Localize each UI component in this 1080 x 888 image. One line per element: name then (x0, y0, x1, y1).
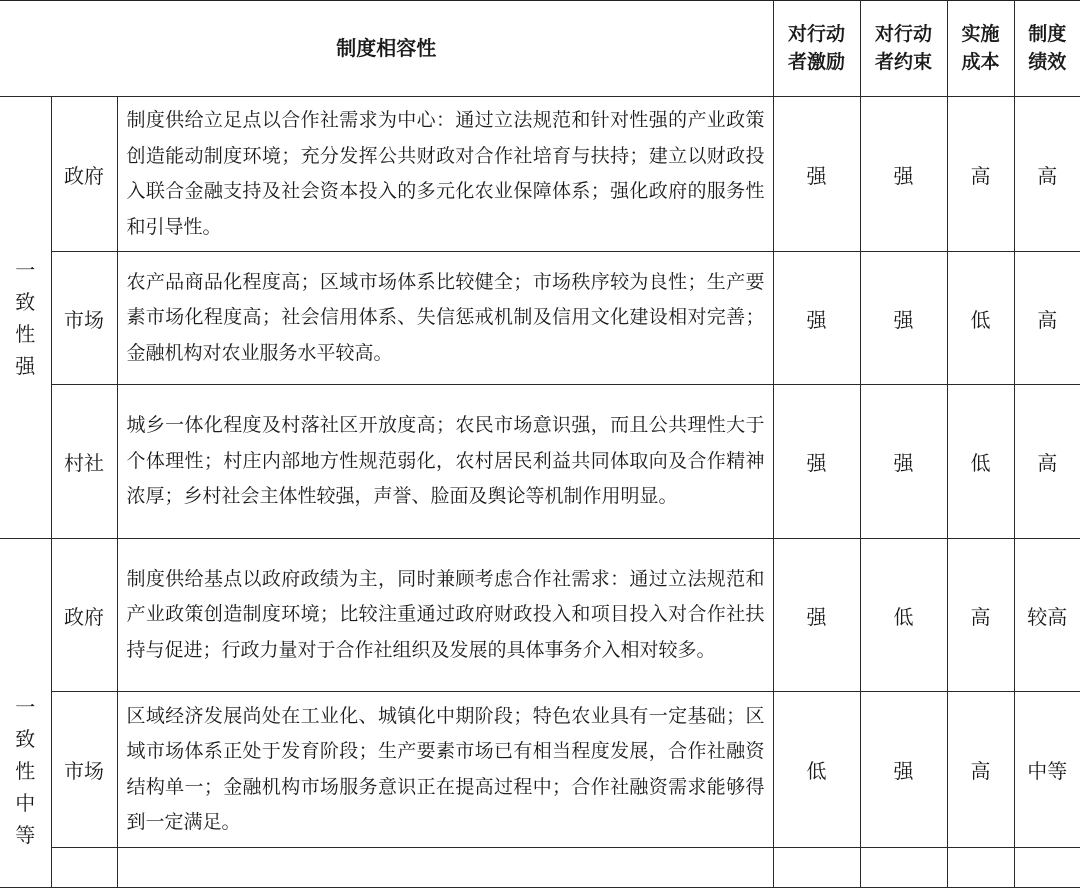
header-institutional-performance: 制度 绩效 (1014, 1, 1080, 97)
constraint-cell: 强 (860, 692, 947, 848)
incentive-cell: 强 (773, 252, 860, 385)
table-row (0, 385, 1080, 539)
table-row (0, 252, 1080, 385)
cost-cell: 高 (947, 539, 1014, 692)
cost-cell: 高 (947, 97, 1014, 252)
incentive-cell: 低 (773, 692, 860, 848)
incentive-cell: 强 (773, 385, 860, 539)
performance-cell: 高 (1014, 385, 1080, 539)
incentive-cell: 强 (773, 539, 860, 692)
description-cell: 制度供给基点以政府政绩为主，同时兼顾考虑合作社需求：通过立法规范和产业政策创造制度环境；比较注重通过政府财政投入和项目投入对合作社扶持与促进；行政力量对于合作社组织及发展的具体事务介入相对较多。 (117, 539, 773, 692)
actor-cell: 政府 (51, 97, 117, 252)
description-cell: 区域经济发展尚处在工业化、城镇化中期阶段；特色农业具有一定基础；区域市场体系正处于发育阶段；生产要素市场已有相当程度发展，合作社融资结构单一；金融机构市场服务意识正在提高过程中；合作社融资需求能够得到一定满足。 (117, 692, 773, 848)
performance-cell: 较高 (1014, 539, 1080, 692)
table-row (0, 692, 1080, 848)
performance-cell: 高 (1014, 97, 1080, 252)
incentive-cell: 强 (773, 97, 860, 252)
description-cell: 农产品商品化程度高；区域市场体系比较健全；市场秩序较为良性；生产要素市场化程度高；社会信用体系、失信惩戒机制及信用文化建设相对完善；金融机构对农业服务水平较高。 (117, 252, 773, 385)
cost-cell: 高 (947, 692, 1014, 848)
header-institutional-compatibility: 制度相容性 (0, 1, 773, 97)
group-label-medium: 一 致 性 中 等 (0, 539, 51, 888)
table-row (0, 97, 1080, 252)
actor-cell: 村社 (51, 385, 117, 539)
description-cell: 城乡一体化程度及村落社区开放度高；农民市场意识强，而且公共理性大于个体理性；村庄内部地方性规范弱化，农村居民利益共同体取向及合作精神浓厚；乡村社会主体性较强，声誉、脸面及舆论等机制作用明显。 (117, 385, 773, 539)
table-row (0, 539, 1080, 692)
description-cell: 制度供给立足点以合作社需求为中心：通过立法规范和针对性强的产业政策创造能动制度环境；充分发挥公共财政对合作社培育与扶持；建立以财政投入联合金融支持及社会资本投入的多元化农业保障体系；强化政府的服务性和引导性。 (117, 97, 773, 252)
performance-cell: 高 (1014, 252, 1080, 385)
actor-cell: 市场 (51, 252, 117, 385)
cost-cell: 低 (947, 385, 1014, 539)
group-label-strong: 一 致 性 强 (0, 97, 51, 539)
constraint-cell: 强 (860, 385, 947, 539)
header-actor-incentive: 对行动 者激励 (773, 1, 860, 97)
table-row-partial (0, 848, 1080, 888)
header-row (0, 1, 1080, 97)
header-actor-constraint: 对行动 者约束 (860, 1, 947, 97)
header-implementation-cost: 实施 成本 (947, 1, 1014, 97)
actor-cell: 市场 (51, 692, 117, 848)
cost-cell: 低 (947, 252, 1014, 385)
actor-cell: 政府 (51, 539, 117, 692)
constraint-cell: 强 (860, 97, 947, 252)
constraint-cell: 强 (860, 252, 947, 385)
constraint-cell: 低 (860, 539, 947, 692)
performance-cell: 中等 (1014, 692, 1080, 848)
